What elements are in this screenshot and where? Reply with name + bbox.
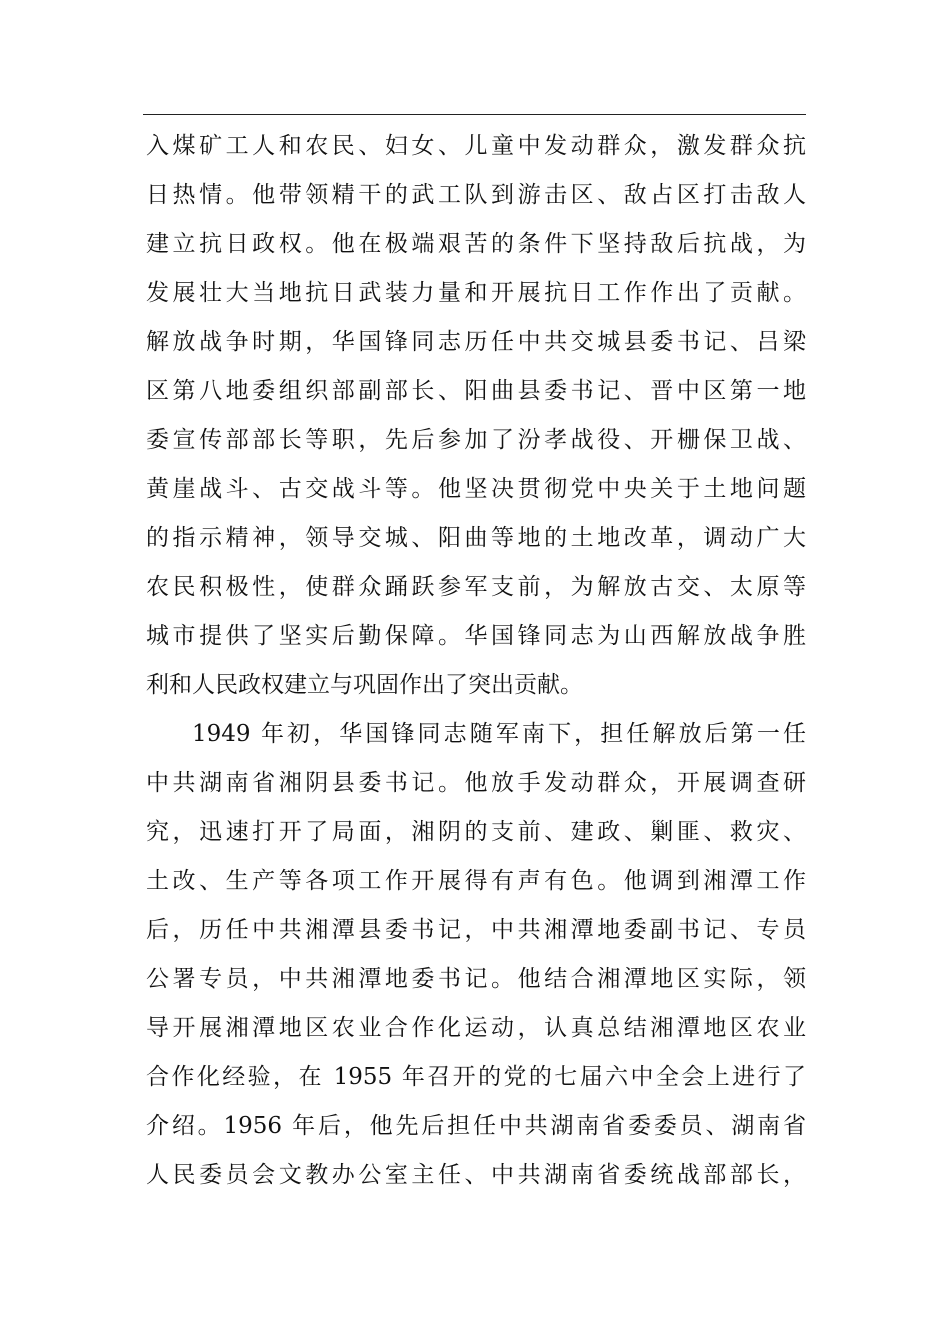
text-line: 委宣传部部长等职，先后参加了汾孝战役、开栅保卫战、 [146, 427, 806, 453]
text-line: 建立抗日政权。他在极端艰苦的条件下坚持敌后抗战，为 [146, 231, 806, 257]
text-line: 利和人民政权建立与巩固作出了突出贡献。 [146, 672, 583, 698]
text-line: 究，迅速打开了局面，湘阴的支前、建政、剿匪、救灾、 [146, 819, 806, 845]
text-line: 日热情。他带领精干的武工队到游击区、敌占区打击敌人 [146, 182, 806, 208]
text-line: 的指示精神，领导交城、阳曲等地的土地改革，调动广大 [146, 525, 806, 551]
header-rule [143, 114, 806, 115]
text-line: 中共湖南省湘阴县委书记。他放手发动群众，开展调查研 [146, 770, 806, 796]
text-line: 公署专员，中共湘潭地委书记。他结合湘潭地区实际，领 [146, 966, 806, 992]
text-line: 介绍。1956 年后，他先后担任中共湖南省委委员、湖南省 [146, 1113, 806, 1139]
text-line: 区第八地委组织部副部长、阳曲县委书记、晋中区第一地 [146, 378, 806, 404]
text-line: 导开展湘潭地区农业合作化运动，认真总结湘潭地区农业 [146, 1015, 806, 1041]
text-line: 土改、生产等各项工作开展得有声有色。他调到湘潭工作 [146, 868, 806, 894]
text-line: 黄崖战斗、古交战斗等。他坚决贯彻党中央关于土地问题 [146, 476, 806, 502]
body-text [146, 122, 806, 1200]
text-line: 农民积极性，使群众踊跃参军支前，为解放古交、太原等 [146, 574, 806, 600]
text-line: 后，历任中共湘潭县委书记，中共湘潭地委副书记、专员 [146, 917, 806, 943]
text-line: 合作化经验，在 1955 年召开的党的七届六中全会上进行了 [146, 1064, 806, 1090]
text-line: 人民委员会文教办公室主任、中共湖南省委统战部部长， [146, 1162, 806, 1188]
text-line: 入煤矿工人和农民、妇女、儿童中发动群众，激发群众抗 [146, 133, 806, 159]
text-line: 解放战争时期，华国锋同志历任中共交城县委书记、吕梁 [146, 329, 806, 355]
text-line: 发展壮大当地抗日武装力量和开展抗日工作作出了贡献。 [146, 280, 806, 306]
paragraph-start-line: 1949 年初，华国锋同志随军南下，担任解放后第一任 [192, 721, 806, 747]
text-line: 城市提供了坚实后勤保障。华国锋同志为山西解放战争胜 [146, 623, 806, 649]
